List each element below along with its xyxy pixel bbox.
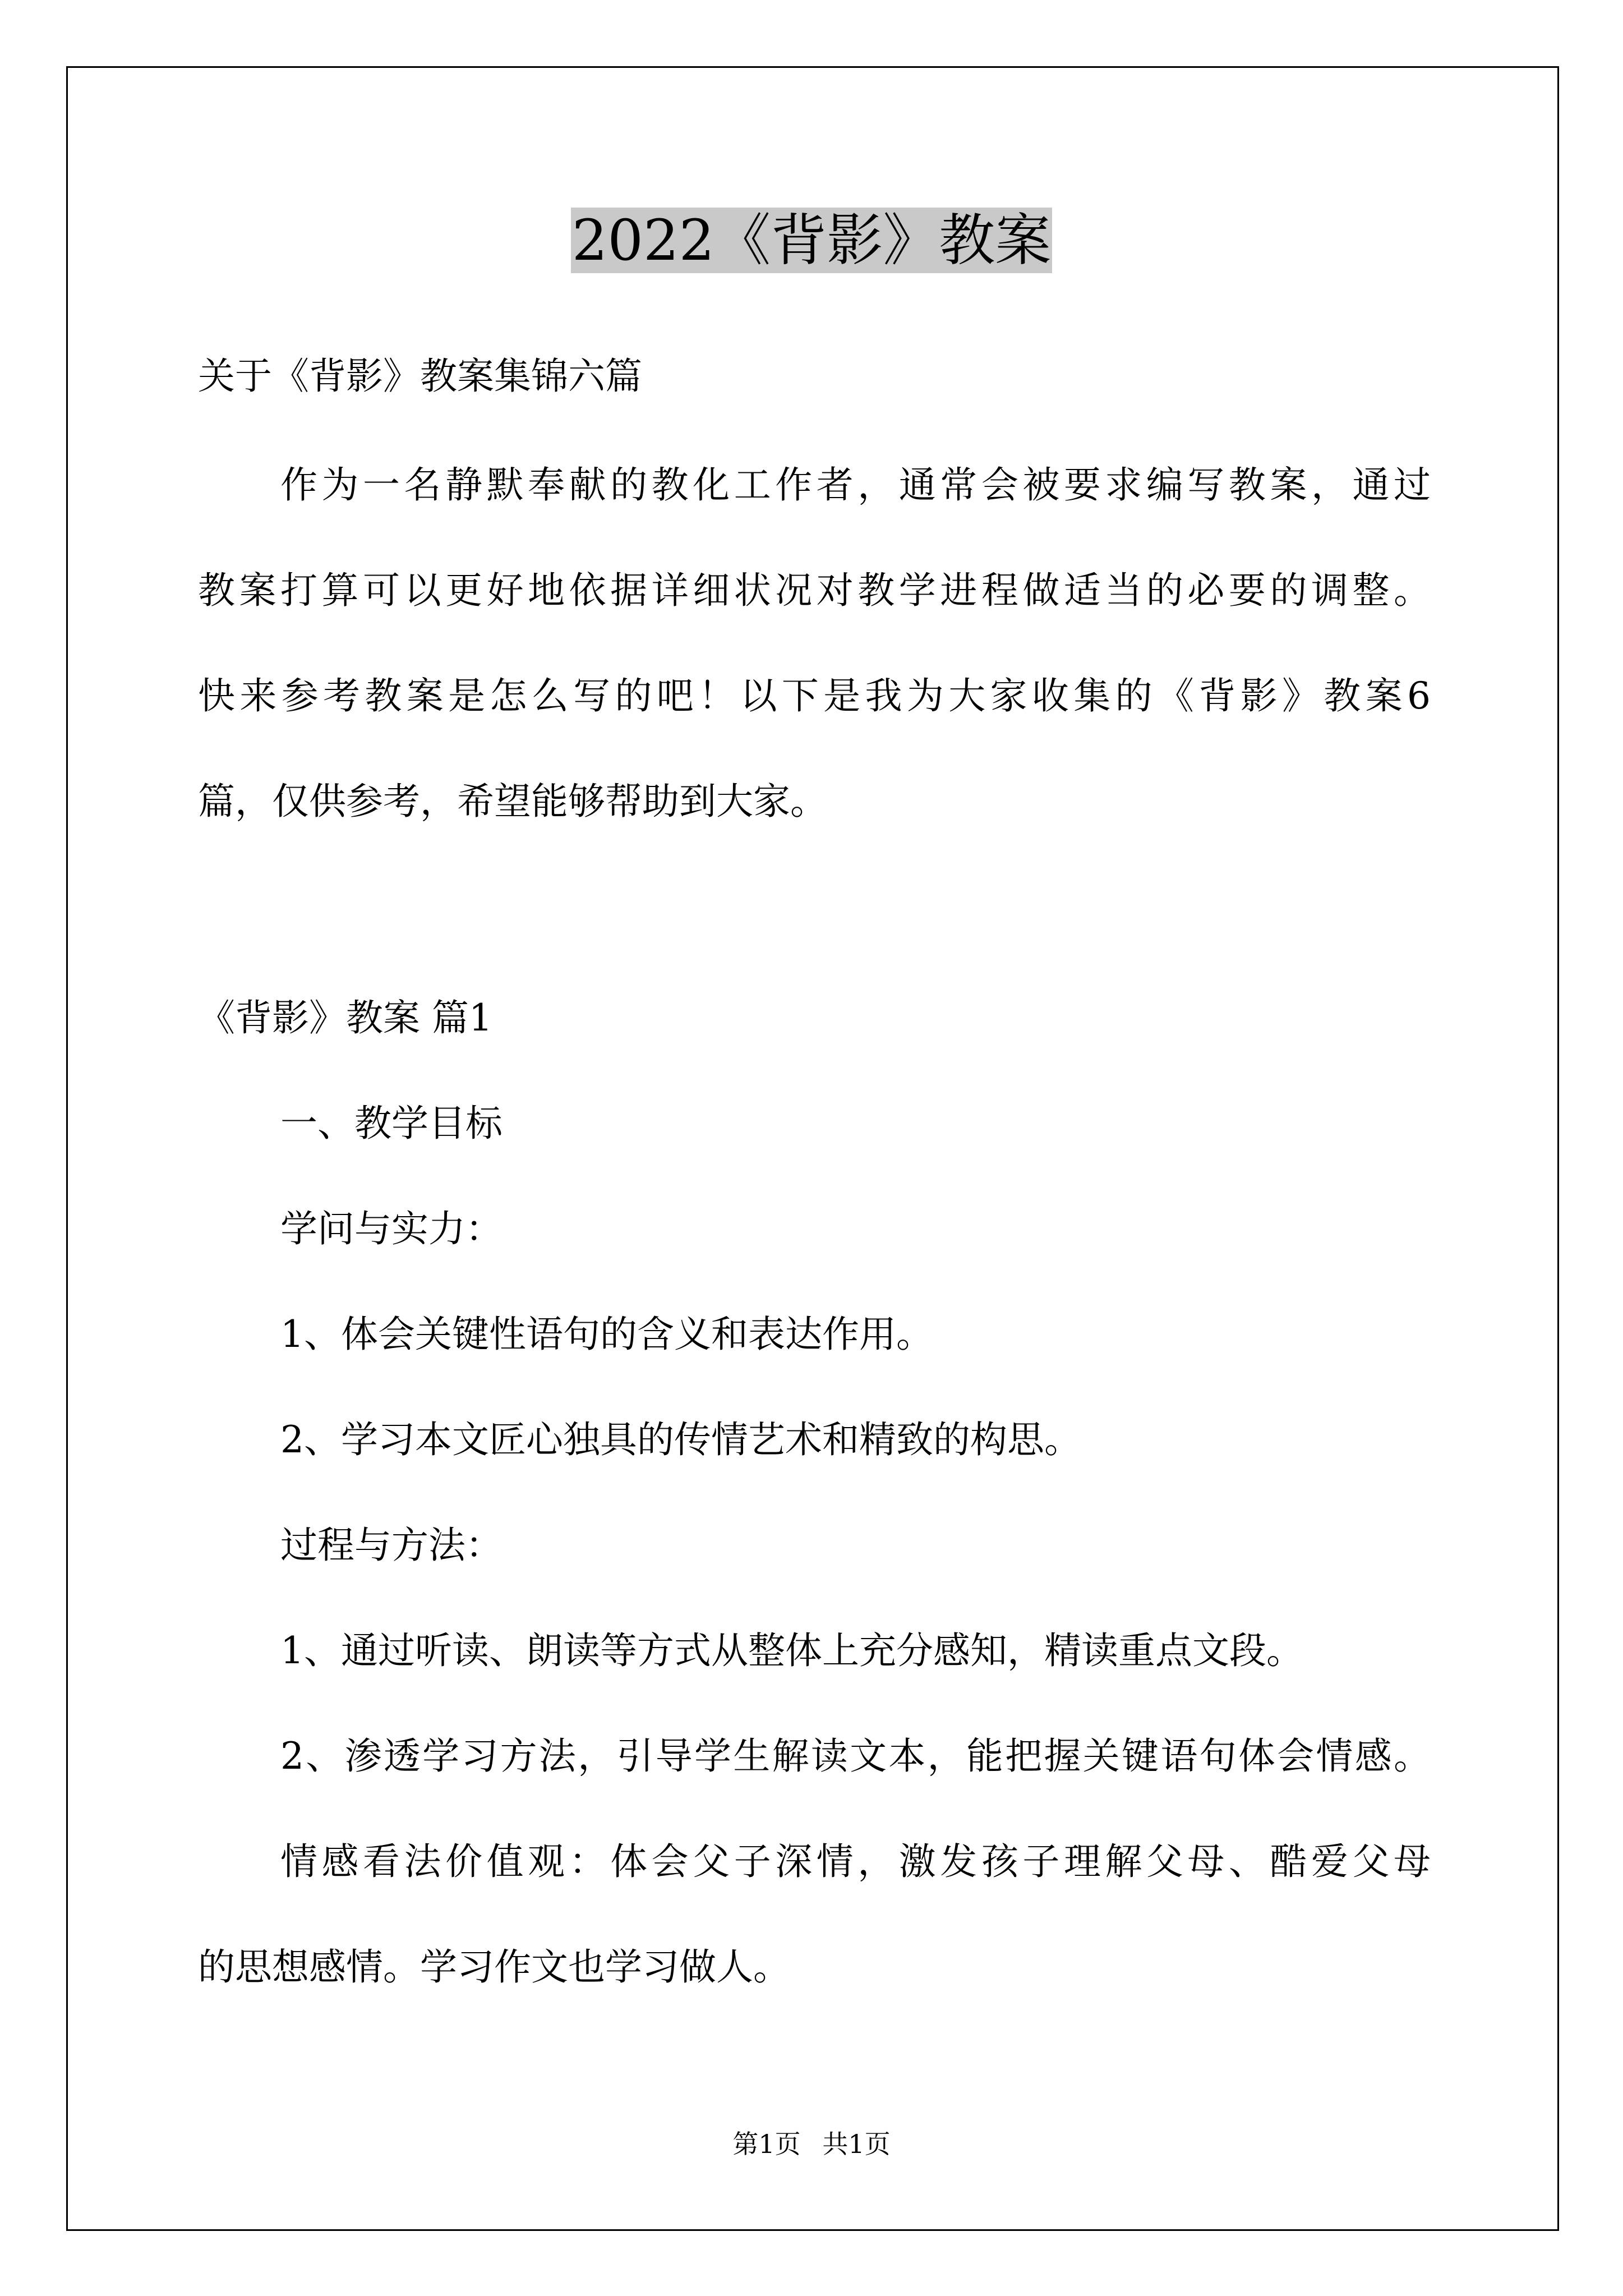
knowledge-heading: 学问与实力：: [280, 1207, 502, 1250]
section-heading: 《背影》教案 篇1: [198, 996, 492, 1039]
process-heading: 过程与方法：: [280, 1524, 502, 1567]
document-subtitle: 关于《背影》教案集锦六篇: [198, 355, 642, 398]
emotion-line-1: 情感看法价值观：体会父子深情，激发孩子理解父母、酷爱父母: [280, 1840, 1431, 1883]
page-number-total: 共1页: [822, 2129, 891, 2159]
process-item-1: 1、通过听读、朗读等方式从整体上充分感知，精读重点文段。: [280, 1629, 1303, 1672]
intro-line-2: 教案打算可以更好地依据详细状况对教学进程做适当的必要的调整。: [198, 569, 1431, 612]
knowledge-item-2: 2、学习本文匠心独具的传情艺术和精致的构思。: [280, 1418, 1081, 1461]
intro-line-3: 快来参考教案是怎么写的吧！以下是我为大家收集的《背影》教案6: [198, 674, 1431, 717]
knowledge-item-1: 1、体会关键性语句的含义和表达作用。: [280, 1313, 933, 1356]
objectives-heading: 一、教学目标: [280, 1102, 502, 1145]
document-title-text: 2022《背影》教案: [571, 208, 1052, 273]
document-title: [0, 204, 1623, 277]
page-number-current: 第1页: [732, 2129, 801, 2159]
page-footer: [0, 2127, 1623, 2161]
emotion-line-2: 的思想感情。学习作文也学习做人。: [198, 1945, 790, 1989]
intro-line-4: 篇，仅供参考，希望能够帮助到大家。: [198, 780, 827, 823]
process-item-2: 2、渗透学习方法，引导学生解读文本，能把握关键语句体会情感。: [280, 1734, 1431, 1778]
intro-line-1: 作为一名静默奉献的教化工作者，通常会被要求编写教案，通过: [280, 463, 1431, 507]
